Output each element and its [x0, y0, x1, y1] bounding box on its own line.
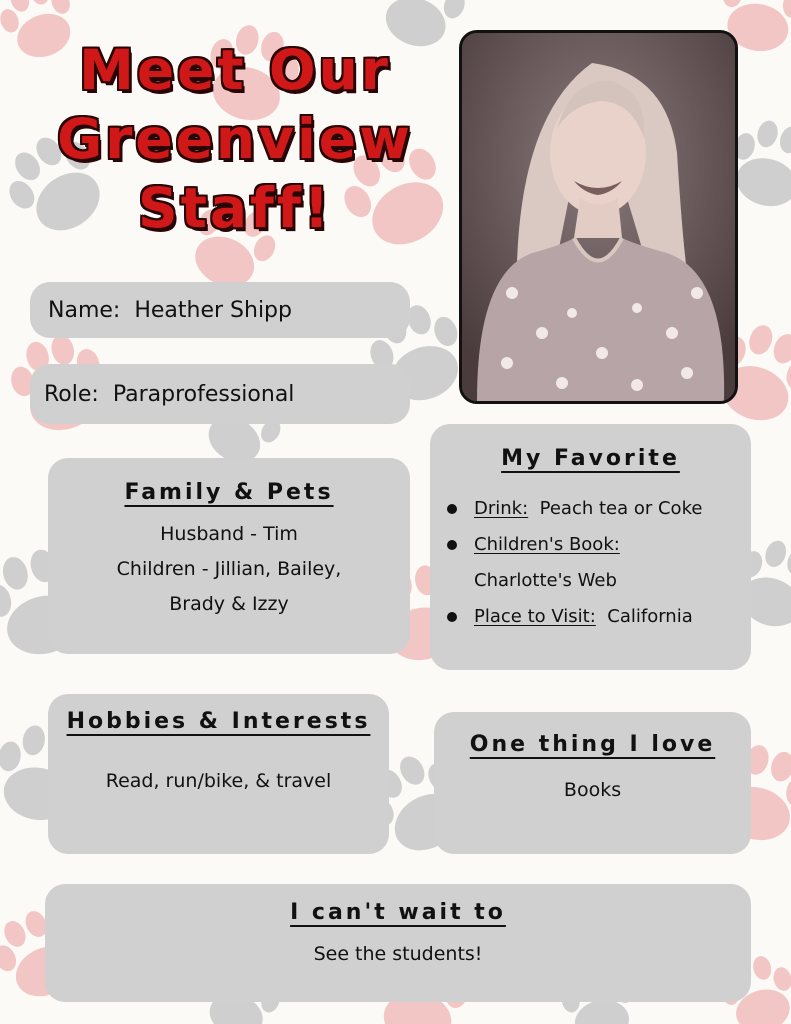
my-favorite-card	[430, 424, 751, 670]
cant-wait-card	[45, 884, 751, 1002]
favorites-list	[430, 491, 751, 635]
favorite-drink	[474, 491, 751, 527]
role-field	[30, 364, 410, 424]
cant-wait-text: See the students!	[313, 943, 483, 965]
bullet-icon	[447, 540, 457, 550]
staff-photo	[459, 30, 738, 404]
favorite-place-value: California	[607, 606, 693, 627]
favorite-book-value: Charlotte's Web	[474, 570, 617, 591]
name-label: Name:	[48, 297, 121, 323]
bullet-icon	[447, 612, 457, 622]
favorite-drink-value: Peach tea or Coke	[539, 498, 703, 519]
page-title	[20, 36, 450, 243]
title-line-1: Meet Our	[79, 38, 391, 102]
cant-wait-heading: I can't wait to	[290, 900, 506, 925]
favorite-book-label: Children's Book:	[474, 534, 620, 555]
staff-portrait-icon	[462, 33, 735, 401]
favorite-place-label: Place to Visit:	[474, 606, 596, 627]
role-value: Paraprofessional	[112, 381, 295, 407]
family-pets-card	[48, 458, 410, 654]
role-label: Role:	[44, 381, 99, 407]
family-line-2: Children - Jillian, Bailey,	[116, 558, 342, 580]
hobbies-interests-card	[48, 694, 389, 854]
name-field	[30, 282, 410, 338]
favorite-book	[474, 527, 751, 599]
one-thing-heading: One thing I love	[469, 732, 716, 757]
name-value: Heather Shipp	[134, 297, 292, 323]
bullet-icon	[447, 504, 457, 514]
title-line-2: Greenview	[57, 107, 413, 171]
one-thing-i-love-card	[434, 712, 751, 854]
title-line-3: Staff!	[138, 176, 332, 240]
favorite-drink-label: Drink:	[474, 498, 529, 519]
family-pets-heading: Family & Pets	[124, 480, 334, 505]
hobbies-text: Read, run/bike, & travel	[105, 770, 332, 792]
my-favorite-heading: My Favorite	[501, 446, 680, 471]
one-thing-text: Books	[563, 779, 622, 801]
family-line-1: Husband - Tim	[160, 523, 298, 545]
hobbies-heading: Hobbies & Interests	[66, 709, 371, 734]
favorite-place	[474, 599, 751, 635]
family-line-3: Brady & Izzy	[169, 593, 289, 615]
